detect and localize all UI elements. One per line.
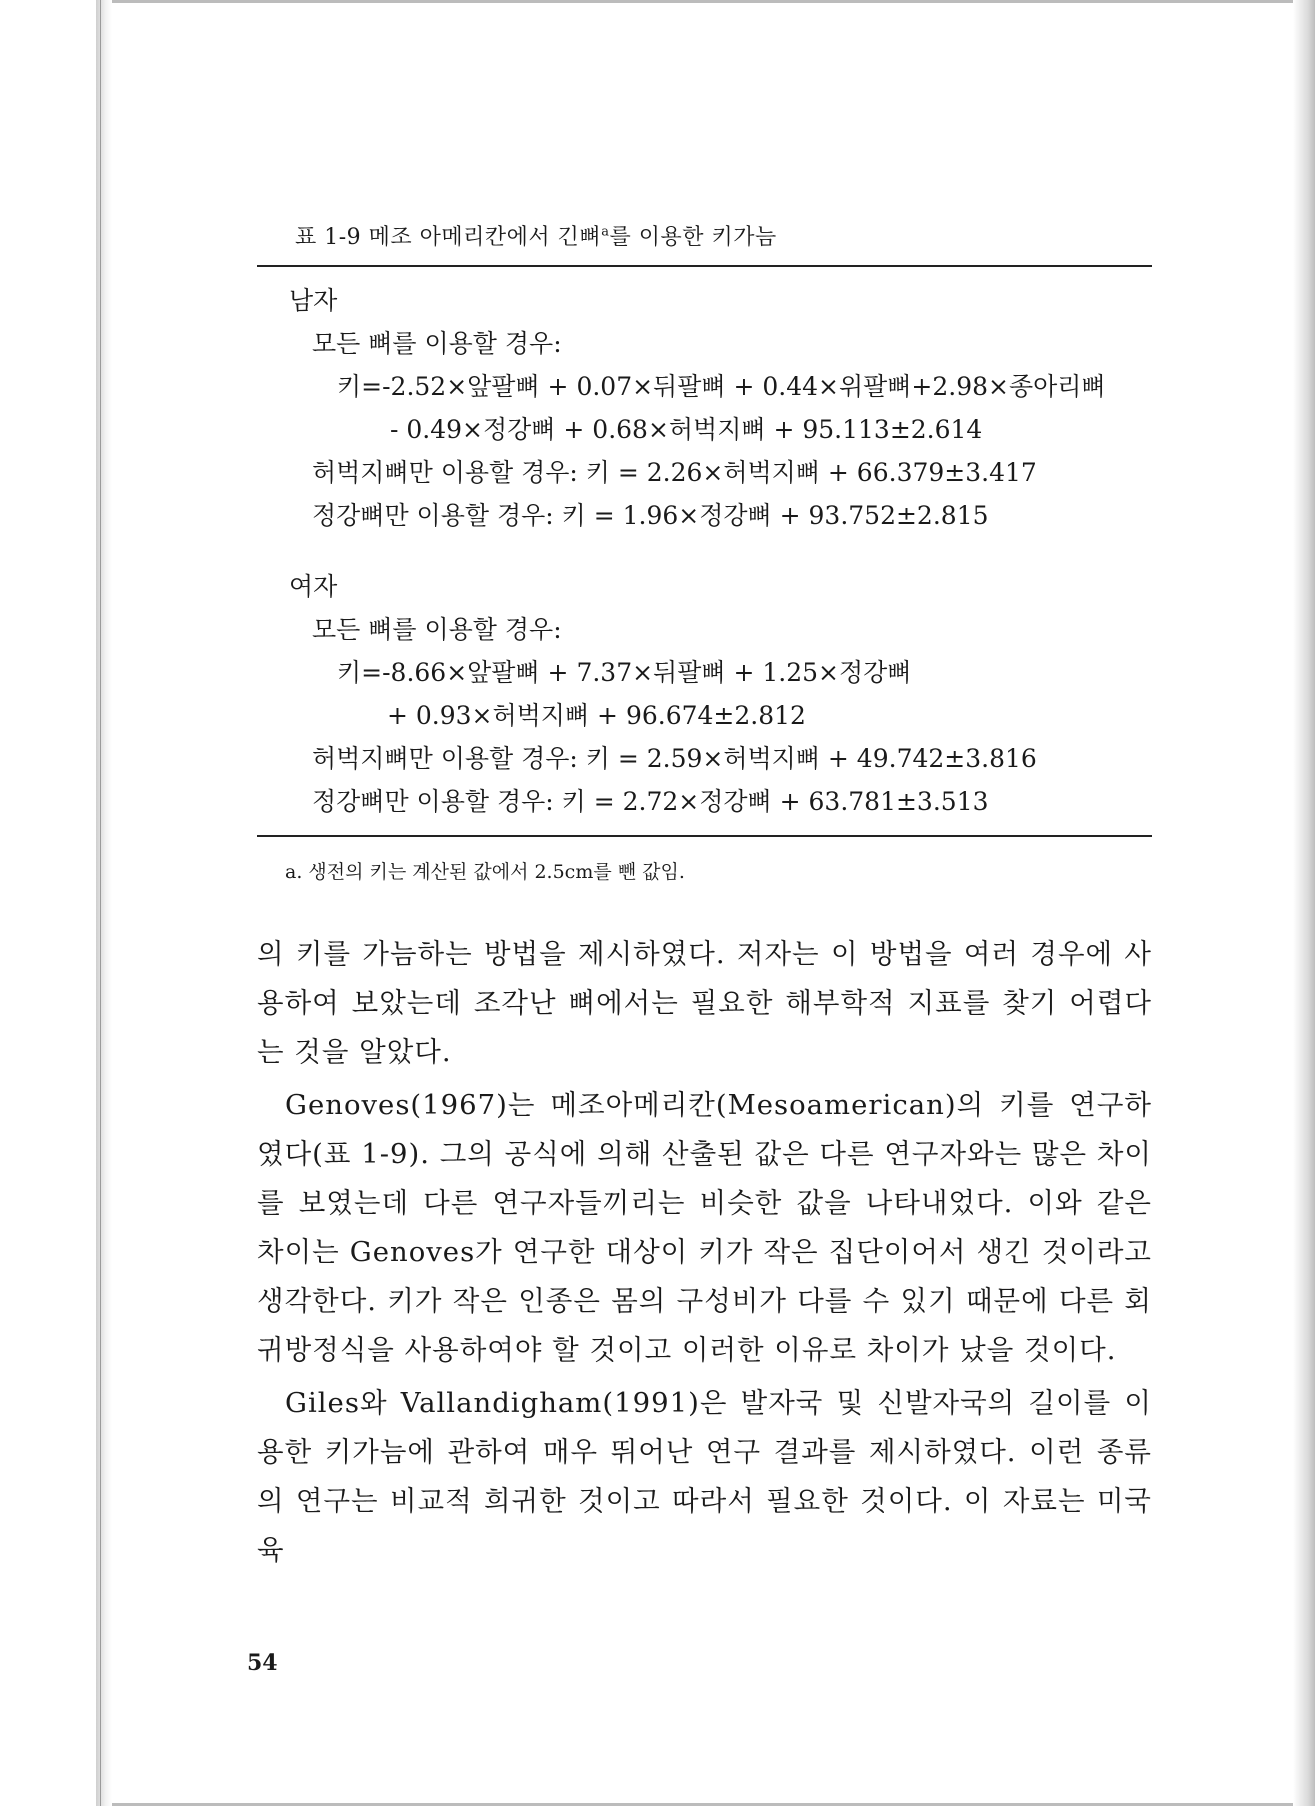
table-title-text: 표 1-9 메조 아메리칸에서 긴뼈 bbox=[295, 225, 602, 250]
male-equation-line-1: 키=-2.52×앞팔뼈 + 0.07×뒤팔뼈 + 0.44×위팔뼈+2.98×종아리뼈 bbox=[337, 372, 1106, 401]
table-footnote: a. 생전의 키는 계산된 값에서 2.5cm를 뺀 값임. bbox=[285, 861, 685, 883]
page-content bbox=[257, 220, 1152, 1579]
table-title bbox=[295, 220, 1152, 251]
page-top-edge bbox=[100, 0, 1300, 3]
book-spine-line bbox=[100, 0, 101, 1806]
table-bottom-rule bbox=[257, 835, 1152, 837]
table-title-tail: 를 이용한 키가늠 bbox=[609, 225, 777, 250]
table-title-footnote-mark: a bbox=[601, 224, 610, 240]
page-right-shadow bbox=[1293, 0, 1315, 1806]
female-all-bones-label: 모든 뼈를 이용할 경우: bbox=[312, 615, 562, 644]
male-tibia-only: 정강뼈만 이용할 경우: 키 = 1.96×정강뼈 + 93.752±2.815 bbox=[312, 501, 989, 530]
body-paragraph-2: Genoves(1967)는 메조아메리칸(Mesoamerican)의 키를 연구하였다(표 1-9). 그의 공식에 의해 산출된 값은 다른 연구자와는 많은 차이를 보였는데 다른 연구자들끼리는 비슷한 값을 나타내었다. 이와 같은 차이는 Genoves가 연구한 대상이 키가 작은 집단이어서 생긴 것이라고 생각한다. 키가 작은 인종은 몸의 구성비가 다를 수 있기 때문에 다른 회귀방정식을 사용하여야 할 것이고 이러한 이유로 차이가 났을 것이다. bbox=[257, 1089, 1152, 1366]
body-paragraph-1: 의 키를 가늠하는 방법을 제시하였다. 저자는 이 방법을 여러 경우에 사용하여 보았는데 조각난 뼈에서는 필요한 해부학적 지표를 찾기 어렵다는 것을 알았다. bbox=[257, 938, 1152, 1068]
body-text bbox=[257, 930, 1152, 1575]
page-number: 54 bbox=[247, 1650, 278, 1676]
male-all-bones-label: 모든 뼈를 이용할 경우: bbox=[312, 329, 562, 358]
female-femur-only: 허벅지뼈만 이용할 경우: 키 = 2.59×허벅지뼈 + 49.742±3.816 bbox=[312, 744, 1037, 773]
female-tibia-only: 정강뼈만 이용할 경우: 키 = 2.72×정강뼈 + 63.781±3.513 bbox=[312, 787, 989, 816]
table-body bbox=[257, 267, 1152, 835]
female-equation-line-2: + 0.93×허벅지뼈 + 96.674±2.812 bbox=[387, 701, 806, 730]
male-equation-line-2: - 0.49×정강뼈 + 0.68×허벅지뼈 + 95.113±2.614 bbox=[390, 415, 983, 444]
male-femur-only: 허벅지뼈만 이용할 경우: 키 = 2.26×허벅지뼈 + 66.379±3.417 bbox=[312, 458, 1037, 487]
female-equation-line-1: 키=-8.66×앞팔뼈 + 7.37×뒤팔뼈 + 1.25×정강뼈 bbox=[337, 658, 912, 687]
female-label: 여자 bbox=[289, 572, 338, 601]
body-paragraph-3: Giles와 Vallandigham(1991)은 발자국 및 신발자국의 길이를 이용한 키가늠에 관하여 매우 뛰어난 연구 결과를 제시하였다. 이런 종류의 연구는 비교적 희귀한 것이고 따라서 필요한 것이다. 이 자료는 미국 육 bbox=[257, 1387, 1152, 1566]
book-spine-edge bbox=[96, 0, 112, 1806]
male-label: 남자 bbox=[289, 286, 338, 315]
